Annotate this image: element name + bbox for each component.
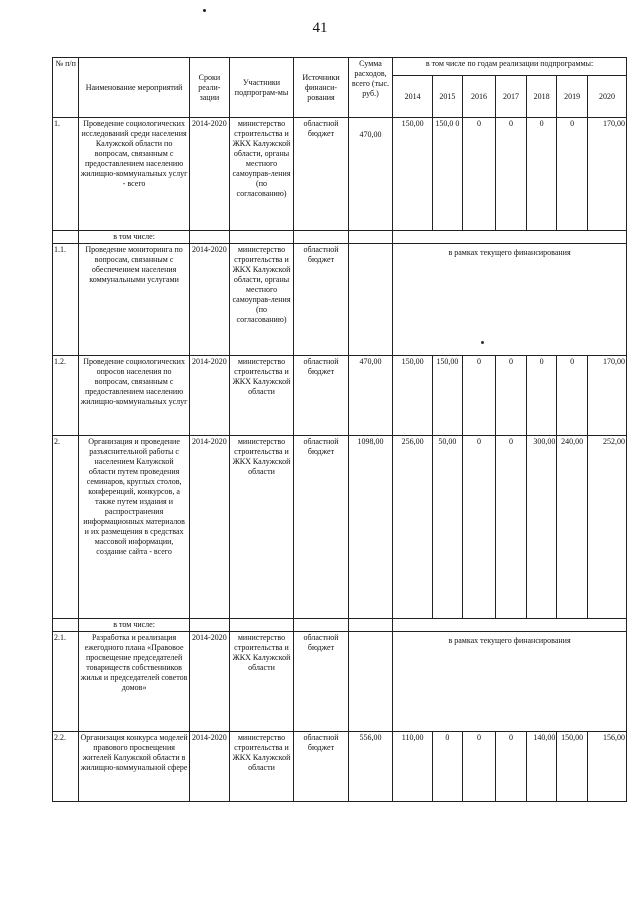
- row-source: областной бюджет: [294, 118, 349, 231]
- row-year-value: 50,00: [433, 436, 462, 619]
- row-term: 2014-2020: [189, 118, 229, 231]
- row-year-value: 0: [526, 356, 557, 436]
- table-row: [53, 118, 627, 231]
- row-participants: министерство строительства и ЖКХ Калужской области: [229, 356, 293, 436]
- row-year-value: 0: [433, 732, 462, 802]
- row-source: областной бюджет: [294, 244, 349, 356]
- row-year-value: 0: [557, 356, 588, 436]
- row-year-value: 110,00: [393, 732, 433, 802]
- header-sources: Источники финанси-рования: [294, 58, 349, 118]
- row-name: Организация конкурса моделей правового просвещения жителей Калужской области в жилищно-коммунальной сфере: [79, 732, 190, 802]
- row-year-value: 140,00: [526, 732, 557, 802]
- row-note: в рамках текущего финансирования: [393, 632, 627, 732]
- row-num: 2.2.: [53, 732, 79, 802]
- row-year-value: 300,00: [526, 436, 557, 619]
- row-year-value: 150,00: [393, 356, 433, 436]
- header-terms: Сроки реали-зации: [189, 58, 229, 118]
- row-num: 1.: [53, 118, 79, 231]
- header-year: 2015: [433, 76, 462, 118]
- header-year: 2020: [587, 76, 626, 118]
- row-source: областной бюджет: [294, 436, 349, 619]
- row-source: областной бюджет: [294, 356, 349, 436]
- row-year-value: 240,00: [557, 436, 588, 619]
- row-participants: министерство строительства и ЖКХ Калужской области: [229, 436, 293, 619]
- row-num: 2.: [53, 436, 79, 619]
- row-participants: министерство строительства и ЖКХ Калужской области: [229, 632, 293, 732]
- row-year-value: 0: [462, 732, 496, 802]
- row-year-value: 156,00: [587, 732, 626, 802]
- row-year-value: 0: [526, 118, 557, 231]
- row-year-value: 0: [496, 356, 527, 436]
- row-year-value: 150,00: [393, 118, 433, 231]
- row-term: 2014-2020: [189, 436, 229, 619]
- table-row: [53, 632, 627, 732]
- row-participants: министерство строительства и ЖКХ Калужской области, органы местного самоуправ-ления (по согласованию): [229, 244, 293, 356]
- header-year: 2017: [496, 76, 527, 118]
- row-year-value: 252,00: [587, 436, 626, 619]
- program-table: [52, 57, 627, 802]
- table-row: [53, 436, 627, 619]
- table-row-subtitle: [53, 231, 627, 244]
- row-total: 470,00: [348, 356, 392, 436]
- header-year: 2019: [557, 76, 588, 118]
- row-year-value: 150,00: [433, 356, 462, 436]
- row-subtitle: в том числе:: [79, 619, 190, 632]
- row-year-value: 0: [557, 118, 588, 231]
- row-total: 1098,00: [348, 436, 392, 619]
- row-source: областной бюджет: [294, 632, 349, 732]
- row-year-value: 0: [496, 732, 527, 802]
- header-year: 2016: [462, 76, 496, 118]
- row-year-value: 150,00: [557, 732, 588, 802]
- page-number: 41: [312, 20, 328, 36]
- row-note: в рамках текущего финансирования: [393, 244, 627, 356]
- row-name: Разработка и реализация ежегодного плана «Правовое просвещение председателей товариществ собственников жилья и председателей советов домов»: [79, 632, 190, 732]
- header-total: Сумма расходов, всего (тыс. руб.): [348, 58, 392, 118]
- row-num: 1.1.: [53, 244, 79, 356]
- header-year: 2014: [393, 76, 433, 118]
- table-row: [53, 244, 627, 356]
- row-name: Проведение социологических опросов населения по вопросам, связанным с предоставлением населению жилищно-коммунальных услуг: [79, 356, 190, 436]
- table-row: [53, 732, 627, 802]
- row-year-value: 0: [462, 436, 496, 619]
- row-name: Организация и проведение разъяснительной работы с населением Калужской области путем проведения семинаров, круглых столов, конференций, конкурсов, а также путем издания и распространения информационных материалов и их размещения в средствах массовой информации, создание сайта - всего: [79, 436, 190, 619]
- row-source: областной бюджет: [294, 732, 349, 802]
- row-year-value: 256,00: [393, 436, 433, 619]
- row-year-value: 170,00: [587, 118, 626, 231]
- table-row: [53, 356, 627, 436]
- row-name: Проведение мониторинга по вопросам, связанным с обеспечением населения коммунальными услугами: [79, 244, 190, 356]
- header-participants: Участники подпрограм-мы: [229, 58, 293, 118]
- row-year-value: 0: [462, 356, 496, 436]
- row-term: 2014-2020: [189, 244, 229, 356]
- header-name: Наименование мероприятий: [79, 58, 190, 118]
- header-row: [53, 58, 627, 76]
- row-participants: министерство строительства и ЖКХ Калужской области, органы местного самоуправ-ления (по согласованию): [229, 118, 293, 231]
- row-year-value: 0: [462, 118, 496, 231]
- header-num: № п/п: [53, 58, 79, 118]
- row-term: 2014-2020: [189, 732, 229, 802]
- row-num: 1.2.: [53, 356, 79, 436]
- scan-speck: [203, 9, 206, 12]
- row-subtitle: в том числе:: [79, 231, 190, 244]
- table-row-subtitle: [53, 619, 627, 632]
- row-term: 2014-2020: [189, 632, 229, 732]
- row-year-value: 0: [496, 436, 527, 619]
- header-by-years: в том числе по годам реализации подпрограммы:: [393, 58, 627, 76]
- row-year-value: 170,00: [587, 356, 626, 436]
- row-num: 2.1.: [53, 632, 79, 732]
- row-participants: министерство строительства и ЖКХ Калужской области: [229, 732, 293, 802]
- header-year: 2018: [526, 76, 557, 118]
- row-year-value: 150,0 0: [433, 118, 462, 231]
- row-name: Проведение социологических исследований среди населения Калужской области по вопросам, связанным с предоставлением населению жилищно-коммунальных услуг - всего: [79, 118, 190, 231]
- row-term: 2014-2020: [189, 356, 229, 436]
- row-total: 470,00: [348, 118, 392, 231]
- row-total: 556,00: [348, 732, 392, 802]
- row-year-value: 0: [496, 118, 527, 231]
